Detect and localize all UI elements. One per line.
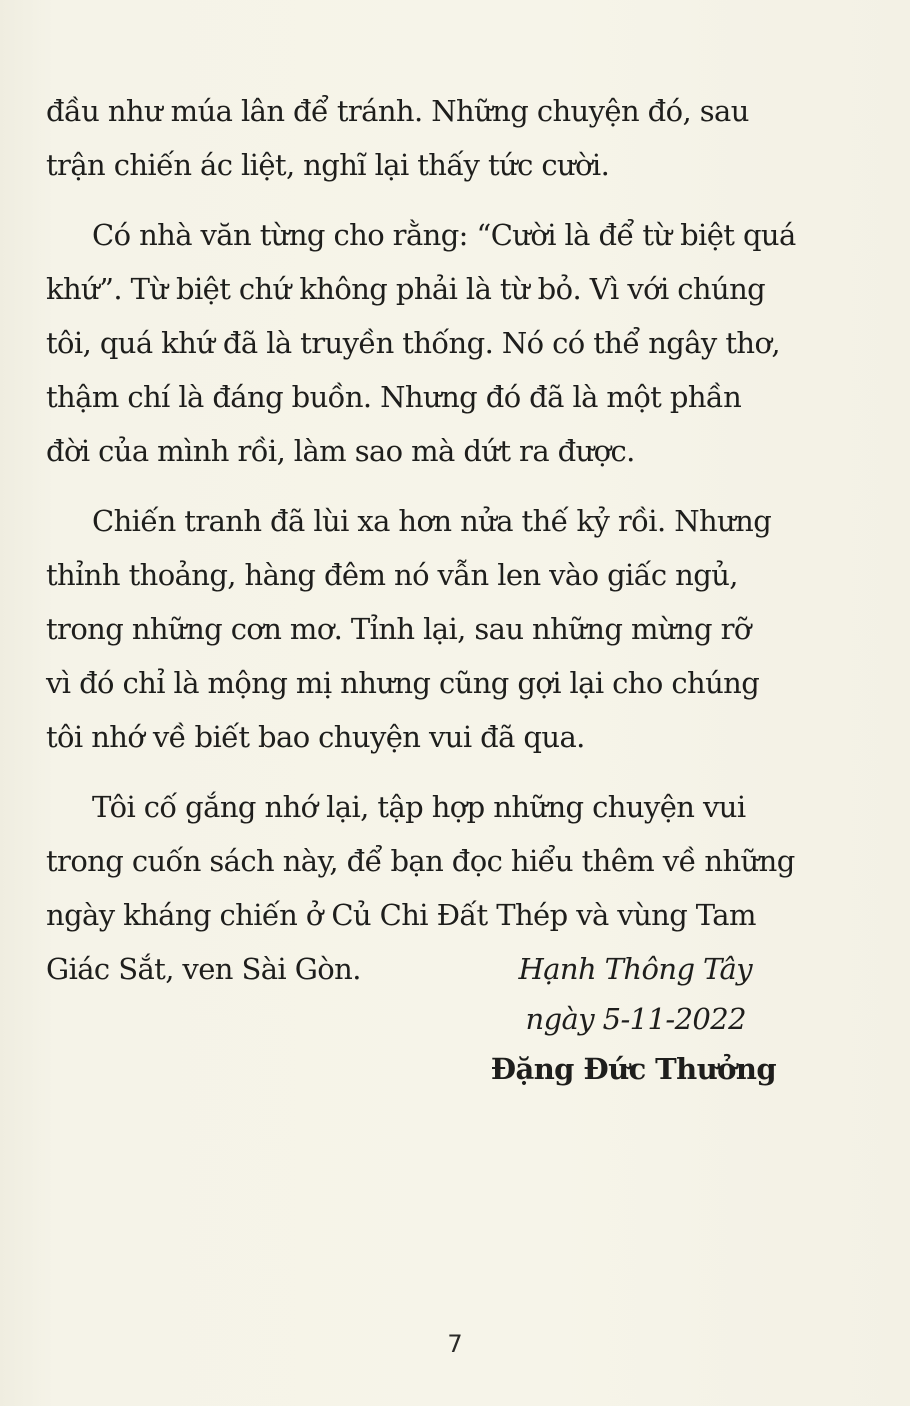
paragraph-1 [46, 84, 806, 192]
text-line: Tôi cố gắng nhớ lại, tập hợp những chuyện vui [92, 790, 746, 824]
text-line: trong những cơn mơ. Tỉnh lại, sau những mừng rỡ [46, 612, 751, 646]
signature-author: Đặng Đức Thưởng [490, 1052, 776, 1086]
text-line: ngày kháng chiến ở Củ Chi Đất Thép và vùng Tam [46, 898, 756, 932]
text-line: đầu như múa lân để tránh. Những chuyện đó, sau [46, 94, 749, 128]
text-line: đời của mình rồi, làm sao mà dứt ra được. [46, 434, 635, 468]
text-line: tôi nhớ về biết bao chuyện vui đã qua. [46, 720, 585, 754]
paragraph-2 [46, 208, 806, 478]
text-line: Có nhà văn từng cho rằng: “Cười là để từ biệt quá [92, 218, 796, 252]
text-line: vì đó chỉ là mộng mị nhưng cũng gợi lại cho chúng [46, 666, 760, 700]
page-number: 7 [447, 1330, 463, 1358]
body-text [46, 84, 806, 1012]
text-line: tôi, quá khứ đã là truyền thống. Nó có thể ngây thơ, [46, 326, 780, 360]
signature-place: Hạnh Thông Tây [518, 952, 752, 986]
text-line: trận chiến ác liệt, nghĩ lại thấy tức cười. [46, 148, 610, 182]
text-line: trong cuốn sách này, để bạn đọc hiểu thêm về những [46, 844, 795, 878]
signature-block [376, 944, 776, 1094]
text-line: Giác Sắt, ven Sài Gòn. [46, 952, 361, 986]
text-line: thậm chí là đáng buồn. Nhưng đó đã là một phần [46, 380, 742, 414]
signature-date: ngày 5-11-2022 [525, 1002, 746, 1036]
paragraph-3 [46, 494, 806, 764]
text-line: Chiến tranh đã lùi xa hơn nửa thế kỷ rồi. Nhưng [92, 504, 772, 538]
text-line: thỉnh thoảng, hàng đêm nó vẫn len vào giấc ngủ, [46, 558, 738, 592]
text-line: khứ”. Từ biệt chứ không phải là từ bỏ. Vì với chúng [46, 272, 766, 306]
